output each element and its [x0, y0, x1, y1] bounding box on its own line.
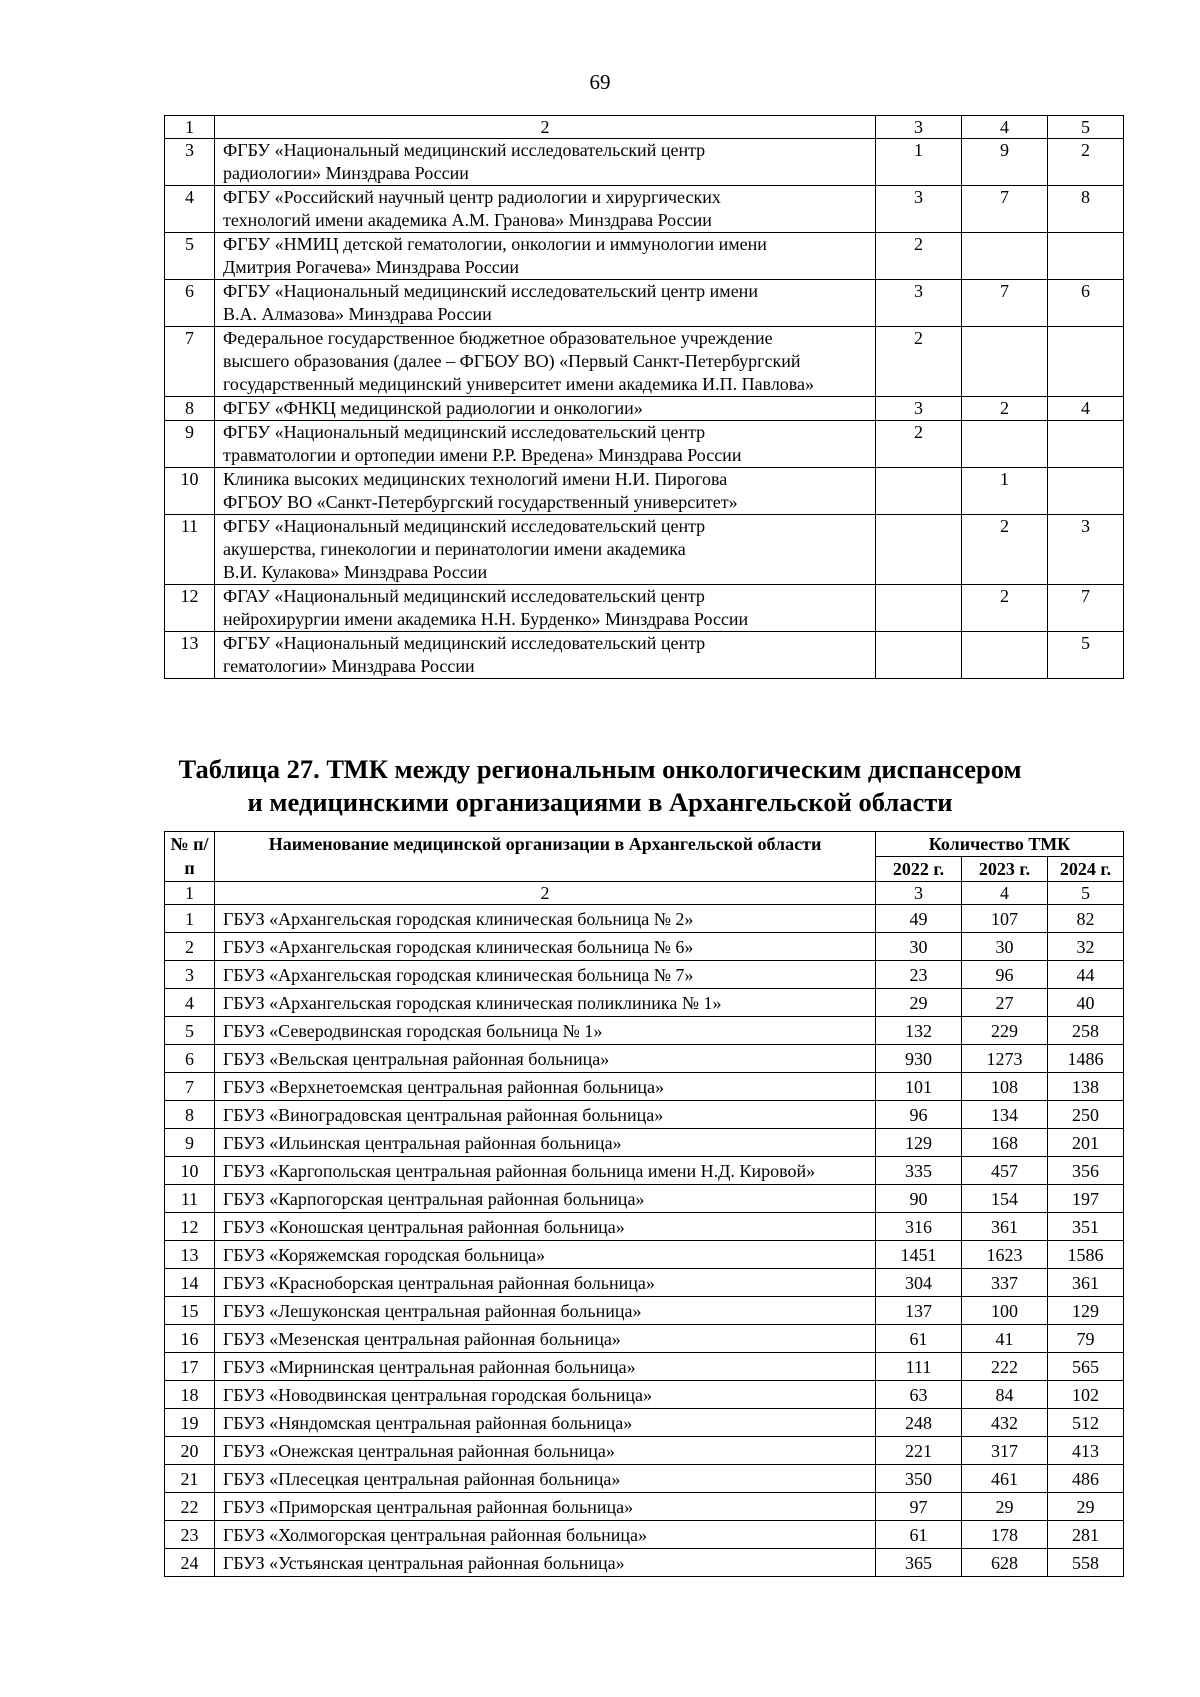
value-cell	[962, 632, 1048, 679]
count-2024: 44	[1048, 961, 1124, 989]
count-2022: 97	[876, 1493, 962, 1521]
value-cell: 2	[876, 421, 962, 468]
column-index-row	[165, 882, 1124, 905]
count-2024: 565	[1048, 1353, 1124, 1381]
value-cell: 7	[962, 280, 1048, 327]
column-index-row	[165, 116, 1124, 139]
row-number: 6	[165, 1045, 215, 1073]
count-2024: 258	[1048, 1017, 1124, 1045]
table-row	[165, 1185, 1124, 1213]
value-cell: 1	[876, 139, 962, 186]
organization-name: ГБУЗ «Верхнетоемская центральная районная больница»	[215, 1073, 876, 1101]
row-number: 2	[165, 933, 215, 961]
row-number: 22	[165, 1493, 215, 1521]
row-number: 9	[165, 421, 215, 468]
table-row	[165, 1101, 1124, 1129]
organization-name	[215, 421, 876, 468]
organization-name: ГБУЗ «Онежская центральная районная больница»	[215, 1437, 876, 1465]
count-2023: 84	[962, 1381, 1048, 1409]
organization-name	[215, 280, 876, 327]
count-2024: 40	[1048, 989, 1124, 1017]
row-number: 21	[165, 1465, 215, 1493]
count-2023: 461	[962, 1465, 1048, 1493]
count-2023: 96	[962, 961, 1048, 989]
index-cell: 2	[215, 116, 876, 139]
count-2023: 317	[962, 1437, 1048, 1465]
count-2024: 32	[1048, 933, 1124, 961]
row-number: 18	[165, 1381, 215, 1409]
organization-name: ГБУЗ «Красноборская центральная районная больница»	[215, 1269, 876, 1297]
organization-name: ГБУЗ «Мирнинская центральная районная больница»	[215, 1353, 876, 1381]
count-2023: 154	[962, 1185, 1048, 1213]
row-number: 23	[165, 1521, 215, 1549]
name-line: радиологии» Минздрава России	[223, 163, 469, 183]
count-2022: 137	[876, 1297, 962, 1325]
count-2024: 281	[1048, 1521, 1124, 1549]
row-number: 15	[165, 1297, 215, 1325]
organization-name: ГБУЗ «Карпогорская центральная районная больница»	[215, 1185, 876, 1213]
index-cell: 5	[1048, 882, 1124, 905]
organization-name	[215, 186, 876, 233]
name-header: Наименование медицинской организации в Архангельской области	[215, 832, 876, 882]
table-row	[165, 585, 1124, 632]
row-number: 9	[165, 1129, 215, 1157]
value-cell: 3	[1048, 515, 1124, 585]
table-row	[165, 905, 1124, 933]
name-line: Дмитрия Рогачева» Минздрава России	[223, 257, 520, 277]
name-line: гематологии» Минздрава России	[223, 656, 475, 676]
value-cell: 2	[962, 585, 1048, 632]
row-number: 12	[165, 1213, 215, 1241]
count-2024: 351	[1048, 1213, 1124, 1241]
row-number: 10	[165, 468, 215, 515]
row-number: 1	[165, 905, 215, 933]
row-number: 5	[165, 233, 215, 280]
organization-name: ГБУЗ «Няндомская центральная районная больница»	[215, 1409, 876, 1437]
table-row	[165, 468, 1124, 515]
count-2023: 168	[962, 1129, 1048, 1157]
table-row	[165, 1017, 1124, 1045]
organization-name	[215, 515, 876, 585]
name-line: ФГАУ «Национальный медицинский исследовательский центр	[223, 586, 705, 606]
row-number: 10	[165, 1157, 215, 1185]
value-cell: 6	[1048, 280, 1124, 327]
count-2023: 107	[962, 905, 1048, 933]
count-2022: 1451	[876, 1241, 962, 1269]
table-row	[165, 1549, 1124, 1577]
table-row	[165, 280, 1124, 327]
table-row	[165, 933, 1124, 961]
row-number: 11	[165, 1185, 215, 1213]
name-line: ФГБУ «Национальный медицинский исследовательский центр	[223, 140, 706, 160]
value-cell: 7	[1048, 585, 1124, 632]
count-2022: 101	[876, 1073, 962, 1101]
count-2023: 361	[962, 1213, 1048, 1241]
organization-name: ГБУЗ «Приморская центральная районная больница»	[215, 1493, 876, 1521]
value-cell	[876, 515, 962, 585]
table-row	[165, 1493, 1124, 1521]
value-cell	[962, 233, 1048, 280]
table-row	[165, 1073, 1124, 1101]
value-cell: 2	[962, 515, 1048, 585]
count-2023: 27	[962, 989, 1048, 1017]
count-2023: 108	[962, 1073, 1048, 1101]
row-number: 13	[165, 1241, 215, 1269]
count-2022: 132	[876, 1017, 962, 1045]
table-row	[165, 1437, 1124, 1465]
count-2023: 41	[962, 1325, 1048, 1353]
row-number: 6	[165, 280, 215, 327]
table-row	[165, 421, 1124, 468]
row-number: 5	[165, 1017, 215, 1045]
value-cell	[1048, 327, 1124, 397]
title-line: Таблица 27. ТМК между региональным онкологическим диспансером	[178, 754, 1022, 784]
count-2023: 178	[962, 1521, 1048, 1549]
table-row	[165, 961, 1124, 989]
table-row	[165, 1129, 1124, 1157]
organization-name	[215, 468, 876, 515]
count-2022: 90	[876, 1185, 962, 1213]
count-2023: 30	[962, 933, 1048, 961]
table-row	[165, 1409, 1124, 1437]
count-2022: 350	[876, 1465, 962, 1493]
table-row	[165, 397, 1124, 421]
count-2024: 29	[1048, 1493, 1124, 1521]
count-2024: 413	[1048, 1437, 1124, 1465]
count-header: Количество ТМК	[876, 832, 1124, 857]
year-header: 2023 г.	[962, 857, 1048, 882]
organization-name: ГБУЗ «Архангельская городская клиническая больница № 6»	[215, 933, 876, 961]
row-number: 7	[165, 1073, 215, 1101]
table-row	[165, 327, 1124, 397]
table-row	[165, 233, 1124, 280]
table-row	[165, 989, 1124, 1017]
count-2022: 61	[876, 1325, 962, 1353]
organization-name: ГБУЗ «Лешуконская центральная районная больница»	[215, 1297, 876, 1325]
row-number: 14	[165, 1269, 215, 1297]
value-cell: 9	[962, 139, 1048, 186]
name-line: технологий имени академика А.М. Гранова» Минздрава России	[223, 210, 712, 230]
value-cell: 5	[1048, 632, 1124, 679]
value-cell: 3	[876, 397, 962, 421]
row-number: 16	[165, 1325, 215, 1353]
index-cell: 3	[876, 116, 962, 139]
count-2024: 1486	[1048, 1045, 1124, 1073]
name-line: ФГБУ «ФНКЦ медицинской радиологии и онкологии»	[223, 398, 643, 418]
table-row	[165, 515, 1124, 585]
organization-name	[215, 585, 876, 632]
count-2023: 628	[962, 1549, 1048, 1577]
organization-name: ГБУЗ «Каргопольская центральная районная больница имени Н.Д. Кировой»	[215, 1157, 876, 1185]
tmk-table	[164, 831, 1124, 1577]
count-2022: 129	[876, 1129, 962, 1157]
value-cell	[876, 632, 962, 679]
organization-name: ГБУЗ «Плесецкая центральная районная больница»	[215, 1465, 876, 1493]
organization-name	[215, 397, 876, 421]
count-2024: 102	[1048, 1381, 1124, 1409]
count-2023: 432	[962, 1409, 1048, 1437]
index-cell: 4	[962, 882, 1048, 905]
table-row	[165, 1269, 1124, 1297]
row-number: 4	[165, 186, 215, 233]
value-cell: 2	[962, 397, 1048, 421]
organization-name: ГБУЗ «Архангельская городская клиническая поликлиника № 1»	[215, 989, 876, 1017]
organization-name	[215, 327, 876, 397]
value-cell: 3	[876, 186, 962, 233]
count-2022: 29	[876, 989, 962, 1017]
table-row	[165, 1521, 1124, 1549]
organization-name	[215, 139, 876, 186]
count-2024: 79	[1048, 1325, 1124, 1353]
name-line: ФГБУ «Национальный медицинский исследовательский центр	[223, 516, 706, 536]
value-cell	[876, 585, 962, 632]
index-cell: 3	[876, 882, 962, 905]
count-2024: 486	[1048, 1465, 1124, 1493]
name-line: нейрохирургии имени академика Н.Н. Бурденко» Минздрава России	[223, 609, 749, 629]
value-cell	[1048, 233, 1124, 280]
row-number: 11	[165, 515, 215, 585]
index-cell: 5	[1048, 116, 1124, 139]
index-cell: 4	[962, 116, 1048, 139]
table-row	[165, 1381, 1124, 1409]
organization-name: ГБУЗ «Устьянская центральная районная больница»	[215, 1549, 876, 1577]
name-line: ФГБУ «Национальный медицинский исследовательский центр	[223, 422, 706, 442]
name-line: акушерства, гинекологии и перинатологии имени академика	[223, 539, 686, 559]
name-line: высшего образования (далее – ФГБОУ ВО) «Первый Санкт-Петербургский	[223, 351, 801, 371]
count-2022: 23	[876, 961, 962, 989]
count-2022: 365	[876, 1549, 962, 1577]
count-2023: 29	[962, 1493, 1048, 1521]
table-row	[165, 186, 1124, 233]
count-2024: 250	[1048, 1101, 1124, 1129]
organization-name	[215, 632, 876, 679]
row-number: 19	[165, 1409, 215, 1437]
count-2023: 222	[962, 1353, 1048, 1381]
count-2022: 61	[876, 1521, 962, 1549]
name-line: Клиника высоких медицинских технологий имени Н.И. Пирогова	[223, 469, 728, 489]
organization-name: ГБУЗ «Вельская центральная районная больница»	[215, 1045, 876, 1073]
count-2023: 457	[962, 1157, 1048, 1185]
count-2024: 197	[1048, 1185, 1124, 1213]
table-27-title	[0, 753, 1200, 819]
table-row	[165, 1353, 1124, 1381]
count-2023: 100	[962, 1297, 1048, 1325]
name-line: государственный медицинский университет имени академика И.П. Павлова»	[223, 374, 815, 394]
organization-name: ГБУЗ «Северодвинская городская больница № 1»	[215, 1017, 876, 1045]
row-number: 24	[165, 1549, 215, 1577]
table-row	[165, 1157, 1124, 1185]
count-2024: 138	[1048, 1073, 1124, 1101]
value-cell	[1048, 421, 1124, 468]
count-2024: 512	[1048, 1409, 1124, 1437]
row-number: 20	[165, 1437, 215, 1465]
name-line: ФГБУ «Российский научный центр радиологии и хирургических	[223, 187, 721, 207]
title-line: и медицинскими организациями в Архангельской области	[247, 787, 953, 817]
count-2022: 221	[876, 1437, 962, 1465]
table-row	[165, 1045, 1124, 1073]
organization-name	[215, 233, 876, 280]
organization-name: ГБУЗ «Архангельская городская клиническая больница № 7»	[215, 961, 876, 989]
organization-name: ГБУЗ «Новодвинская центральная городская больница»	[215, 1381, 876, 1409]
count-2022: 111	[876, 1353, 962, 1381]
organization-name: ГБУЗ «Коношская центральная районная больница»	[215, 1213, 876, 1241]
table-row	[165, 1465, 1124, 1493]
organization-name: ГБУЗ «Архангельская городская клиническая больница № 2»	[215, 905, 876, 933]
row-number: 13	[165, 632, 215, 679]
value-cell	[876, 468, 962, 515]
row-number: 12	[165, 585, 215, 632]
index-cell: 1	[165, 882, 215, 905]
organization-name: ГБУЗ «Коряжемская городская больница»	[215, 1241, 876, 1269]
index-cell: 1	[165, 116, 215, 139]
count-2023: 134	[962, 1101, 1048, 1129]
count-2022: 49	[876, 905, 962, 933]
name-line: ФГБУ «НМИЦ детской гематологии, онкологии и иммунологии имени	[223, 234, 767, 254]
value-cell: 2	[876, 233, 962, 280]
organization-name: ГБУЗ «Холмогорская центральная районная больница»	[215, 1521, 876, 1549]
row-number: 4	[165, 989, 215, 1017]
value-cell: 3	[876, 280, 962, 327]
value-cell: 1	[962, 468, 1048, 515]
organization-name: ГБУЗ «Мезенская центральная районная больница»	[215, 1325, 876, 1353]
count-2024: 558	[1048, 1549, 1124, 1577]
year-header: 2022 г.	[876, 857, 962, 882]
count-2023: 337	[962, 1269, 1048, 1297]
table-row	[165, 1241, 1124, 1269]
count-2022: 96	[876, 1101, 962, 1129]
header-row	[165, 832, 1124, 857]
value-cell: 2	[876, 327, 962, 397]
name-line: травматологии и ортопедии имени Р.Р. Вредена» Минздрава России	[223, 445, 742, 465]
value-cell: 7	[962, 186, 1048, 233]
name-line: ФГБУ «Национальный медицинский исследовательский центр имени	[223, 281, 758, 301]
count-2023: 1273	[962, 1045, 1048, 1073]
table-row	[165, 1297, 1124, 1325]
row-number: 7	[165, 327, 215, 397]
name-line: ФГБОУ ВО «Санкт-Петербургский государственный университет»	[223, 492, 738, 512]
count-2022: 930	[876, 1045, 962, 1073]
count-2022: 248	[876, 1409, 962, 1437]
count-2024: 129	[1048, 1297, 1124, 1325]
row-number: 8	[165, 1101, 215, 1129]
value-cell: 2	[1048, 139, 1124, 186]
name-line: В.А. Алмазова» Минздрава России	[223, 304, 492, 324]
value-cell	[962, 421, 1048, 468]
value-cell	[1048, 468, 1124, 515]
num-header: № п/п	[165, 832, 215, 882]
year-header: 2024 г.	[1048, 857, 1124, 882]
value-cell	[962, 327, 1048, 397]
count-2024: 82	[1048, 905, 1124, 933]
index-cell: 2	[215, 882, 876, 905]
row-number: 3	[165, 139, 215, 186]
count-2022: 335	[876, 1157, 962, 1185]
continued-table	[164, 115, 1124, 679]
value-cell: 8	[1048, 186, 1124, 233]
table-row	[165, 632, 1124, 679]
count-2024: 356	[1048, 1157, 1124, 1185]
organization-name: ГБУЗ «Ильинская центральная районная больница»	[215, 1129, 876, 1157]
count-2022: 63	[876, 1381, 962, 1409]
name-line: В.И. Кулакова» Минздрава России	[223, 562, 488, 582]
count-2024: 361	[1048, 1269, 1124, 1297]
table-row	[165, 139, 1124, 186]
table-row	[165, 1213, 1124, 1241]
count-2023: 229	[962, 1017, 1048, 1045]
table-row	[165, 1325, 1124, 1353]
organization-name: ГБУЗ «Виноградовская центральная районная больница»	[215, 1101, 876, 1129]
count-2023: 1623	[962, 1241, 1048, 1269]
row-number: 17	[165, 1353, 215, 1381]
count-2022: 316	[876, 1213, 962, 1241]
name-line: ФГБУ «Национальный медицинский исследовательский центр	[223, 633, 706, 653]
row-number: 8	[165, 397, 215, 421]
value-cell: 4	[1048, 397, 1124, 421]
count-2022: 30	[876, 933, 962, 961]
count-2024: 1586	[1048, 1241, 1124, 1269]
count-2022: 304	[876, 1269, 962, 1297]
page-number: 69	[589, 70, 611, 94]
count-2024: 201	[1048, 1129, 1124, 1157]
row-number: 3	[165, 961, 215, 989]
name-line: Федеральное государственное бюджетное образовательное учреждение	[223, 328, 773, 348]
